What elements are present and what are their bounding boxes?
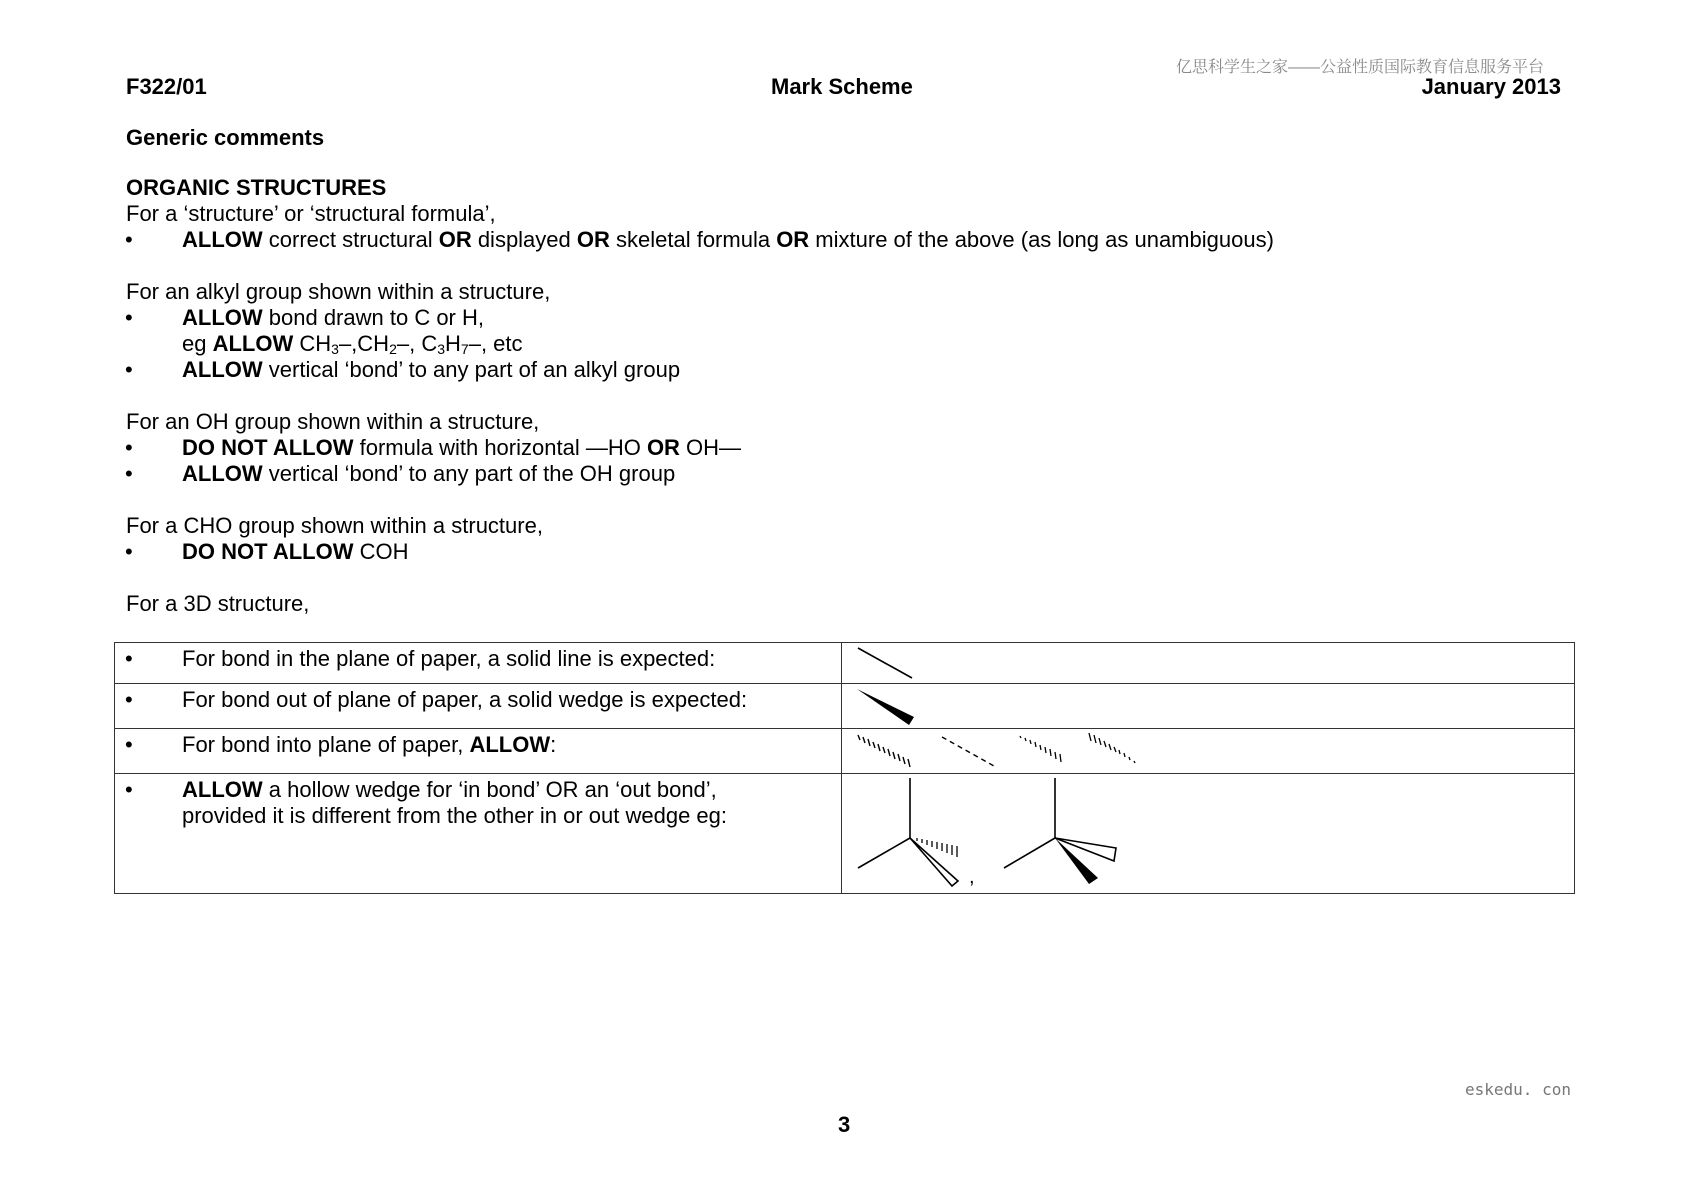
header-watermark: 亿思科学生之家——公益性质国际教育信息服务平台 <box>1176 59 1545 76</box>
row-text: For bond out of plane of paper, a solid wedge is expected: <box>182 687 748 712</box>
oh-intro: For an OH group shown within a structure, <box>126 409 540 434</box>
bullet: • <box>125 357 133 382</box>
rule-text: skeletal formula <box>609 227 777 252</box>
hashed-bond-diagrams <box>842 729 1162 774</box>
subscript: 7 <box>460 341 469 357</box>
table-row <box>115 643 1575 684</box>
table-cell <box>115 774 842 894</box>
rule-text: mixture of the above (as long as unambiguous) <box>809 227 1274 252</box>
row-text <box>182 777 727 829</box>
alkyl-rule-2 <box>182 357 680 383</box>
table-cell <box>842 729 1575 774</box>
subscript: 3 <box>331 341 339 357</box>
bullet: • <box>125 732 133 757</box>
alkyl-intro: For an alkyl group shown within a structure, <box>126 279 551 304</box>
rule-text: bond drawn to C or H, <box>262 305 484 330</box>
formula-text: CH <box>293 331 332 356</box>
table-cell <box>842 774 1575 894</box>
generic-heading: Generic comments <box>126 125 325 150</box>
rule-text: vertical ‘bond’ to any part of an alkyl group <box>262 357 681 382</box>
keyword: ALLOW <box>469 732 551 757</box>
organic-heading: ORGANIC STRUCTURES <box>126 175 387 200</box>
table-cell <box>842 643 1575 684</box>
table-cell <box>842 684 1575 729</box>
row-text-part: a hollow wedge for ‘in bond’ OR an ‘out bond’, <box>262 777 717 802</box>
rule-text: formula with horizontal —HO <box>353 435 647 460</box>
eg-text: eg <box>182 331 213 356</box>
keyword: OR <box>438 227 472 252</box>
table-cell <box>115 729 842 774</box>
organic-intro: For a ‘structure’ or ‘structural formula’, <box>126 201 496 226</box>
formula-text: –, C <box>396 331 438 356</box>
keyword: DO NOT ALLOW <box>182 539 354 564</box>
bullet: • <box>125 227 133 252</box>
bullet: • <box>125 305 133 330</box>
table-cell <box>115 643 842 684</box>
keyword: ALLOW <box>182 305 263 330</box>
dashed-bond <box>942 737 994 766</box>
bullet: • <box>125 539 133 564</box>
subscript: 2 <box>389 341 397 357</box>
keyword: ALLOW <box>182 461 263 486</box>
rule-text: OH— <box>679 435 742 460</box>
keyword: OR <box>646 435 680 460</box>
bullet: • <box>125 646 133 671</box>
solid-wedge-diagram <box>842 684 962 729</box>
bullet: • <box>125 435 133 460</box>
keyword: ALLOW <box>182 777 263 802</box>
table-row <box>115 774 1575 894</box>
footer-watermark: eskedu. con <box>1465 1080 1571 1099</box>
row-text-part: provided it is different from the other in or out wedge eg: <box>182 803 728 828</box>
structure-1 <box>858 778 958 886</box>
cho-rule-1 <box>182 539 409 565</box>
cho-intro: For a CHO group shown within a structure, <box>126 513 543 538</box>
rule-text: correct structural <box>262 227 439 252</box>
table-row <box>115 729 1575 774</box>
keyword: ALLOW <box>182 227 263 252</box>
alkyl-rule-1 <box>182 305 484 331</box>
oh-rule-2 <box>182 461 675 487</box>
keyword: ALLOW <box>212 331 294 356</box>
table-row <box>115 684 1575 729</box>
hashed-wedge-2 <box>1020 736 1061 762</box>
oh-rule-1 <box>182 435 741 461</box>
rule-text: displayed <box>471 227 577 252</box>
threed-intro: For a 3D structure, <box>126 591 310 616</box>
hashed-wedge-3 <box>1089 733 1135 763</box>
subscript: 3 <box>437 341 446 357</box>
row-text-part: For bond into plane of paper, <box>182 732 470 757</box>
keyword: OR <box>776 227 810 252</box>
row-text: For bond in the plane of paper, a solid line is expected: <box>182 646 716 671</box>
hollow-wedge-diagrams <box>842 774 1162 894</box>
keyword: DO NOT ALLOW <box>182 435 354 460</box>
organic-rule-1 <box>182 227 1274 253</box>
keyword: OR <box>576 227 610 252</box>
structure-table <box>114 642 1575 894</box>
bullet: • <box>125 687 133 712</box>
keyword: ALLOW <box>182 357 263 382</box>
document-date: January 2013 <box>1421 74 1561 99</box>
hashed-wedge-1 <box>858 735 910 767</box>
formula-text: H <box>445 331 461 356</box>
bullet: • <box>125 461 133 486</box>
structure-2 <box>1004 778 1116 884</box>
rule-text: vertical ‘bond’ to any part of the OH group <box>262 461 676 486</box>
document-code: F322/01 <box>126 74 207 99</box>
row-text-part: : <box>550 732 557 757</box>
formula-text: –, etc <box>468 331 523 356</box>
rule-text: COH <box>353 539 409 564</box>
formula-text: –,CH <box>338 331 390 356</box>
row-text <box>182 732 556 758</box>
separator-comma: , <box>969 866 975 888</box>
document-title: Mark Scheme <box>771 74 913 99</box>
solid-line-diagram <box>842 643 962 684</box>
table-cell <box>115 684 842 729</box>
bullet: • <box>125 777 133 802</box>
alkyl-example <box>182 331 523 357</box>
page-number: 3 <box>838 1112 851 1137</box>
